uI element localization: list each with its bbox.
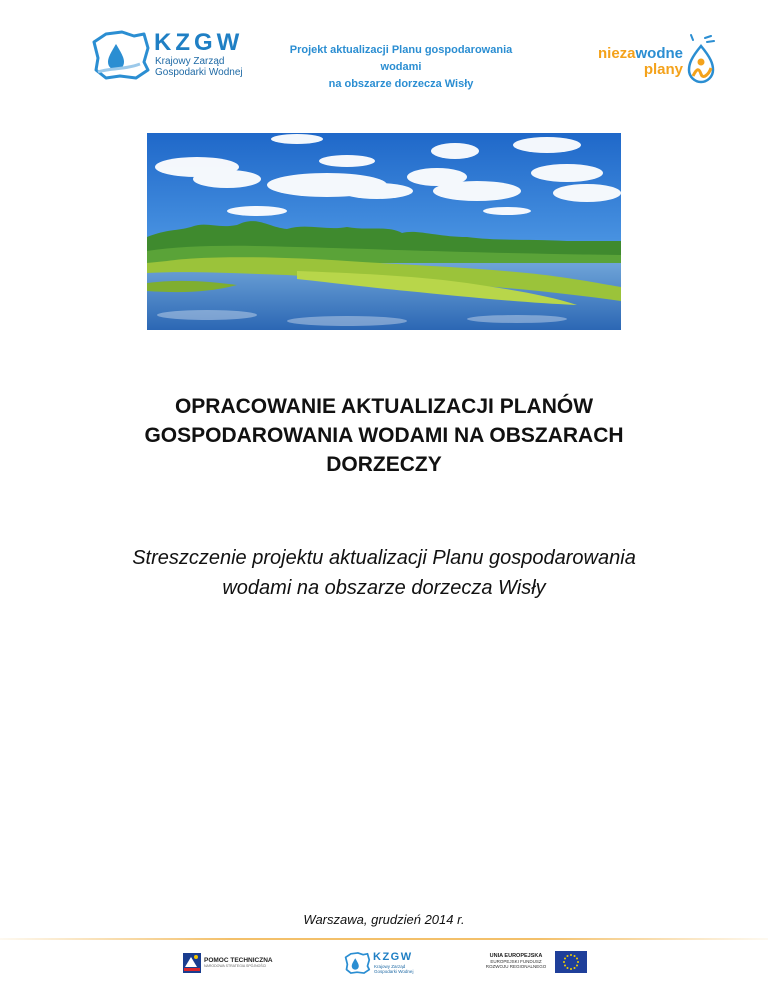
plany-wordmark: plany xyxy=(643,61,683,78)
pomoc-techniczna-icon xyxy=(181,951,203,975)
eu-label-line3: ROZWOJU REGIONALNEGO xyxy=(485,964,547,969)
kzgw-wordmark: KZGW xyxy=(154,29,244,56)
footer-kzgw-subtitle-line1: Krajowy Zarząd xyxy=(374,964,406,969)
document-subtitle-line1: Streszczenie projektu aktualizacji Planu gospodarowania xyxy=(132,547,636,569)
pomoc-techniczna-sublabel: NARODOWA STRATEGIA SPÓJNOŚCI xyxy=(204,964,267,968)
document-title-line1: OPRACOWANIE AKTUALIZACJI PLANÓW xyxy=(174,395,594,418)
kzgw-subtitle-line1: Krajowy Zarząd xyxy=(155,56,225,67)
footer-kzgw-subtitle xyxy=(374,964,413,974)
header-project-line1: Projekt aktualizacji Planu gospodarowania wodami xyxy=(289,44,513,73)
document-subtitle xyxy=(70,543,698,603)
niezawodne-part2: wodne xyxy=(635,45,683,62)
header-project-title xyxy=(270,42,532,93)
niezawodne-plany-logo xyxy=(583,32,719,84)
document-title xyxy=(90,392,678,479)
splash-figure-icon xyxy=(683,34,719,84)
kzgw-subtitle-line2: Gospodarki Wodnej xyxy=(155,67,243,78)
footer-poland-map-drop-icon xyxy=(343,950,371,976)
eu-fund-label xyxy=(484,953,548,969)
document-title-line3: DORZECZY xyxy=(326,453,442,476)
eu-label-line2: EUROPEJSKI FUNDUSZ xyxy=(490,959,542,964)
footer-kzgw-subtitle-line2: Gospodarki Wodnej xyxy=(374,969,414,974)
niezawodne-part1: nieza xyxy=(597,45,636,62)
place-date: Warszawa, grudzień 2014 r. xyxy=(303,912,465,927)
eu-label-line1: UNIA EUROPEJSKA xyxy=(489,953,543,959)
footer-divider xyxy=(0,938,768,940)
footer-kzgw-wordmark: KZGW xyxy=(373,951,413,963)
document-title-line2: GOSPODAROWANIA WODAMI NA OBSZARACH xyxy=(144,424,624,447)
header-project-line2: na obszarze dorzecza Wisły xyxy=(328,78,474,90)
eu-flag-icon xyxy=(555,951,587,973)
kzgw-subtitle xyxy=(155,56,243,78)
pomoc-techniczna-label: POMOC TECHNICZNA xyxy=(204,957,273,964)
poland-map-drop-icon xyxy=(88,28,152,82)
document-subtitle-line2: wodami na obszarze dorzecza Wisły xyxy=(222,577,546,599)
cover-photo-river-landscape xyxy=(147,133,621,330)
niezawodne-wordmark xyxy=(598,46,683,62)
